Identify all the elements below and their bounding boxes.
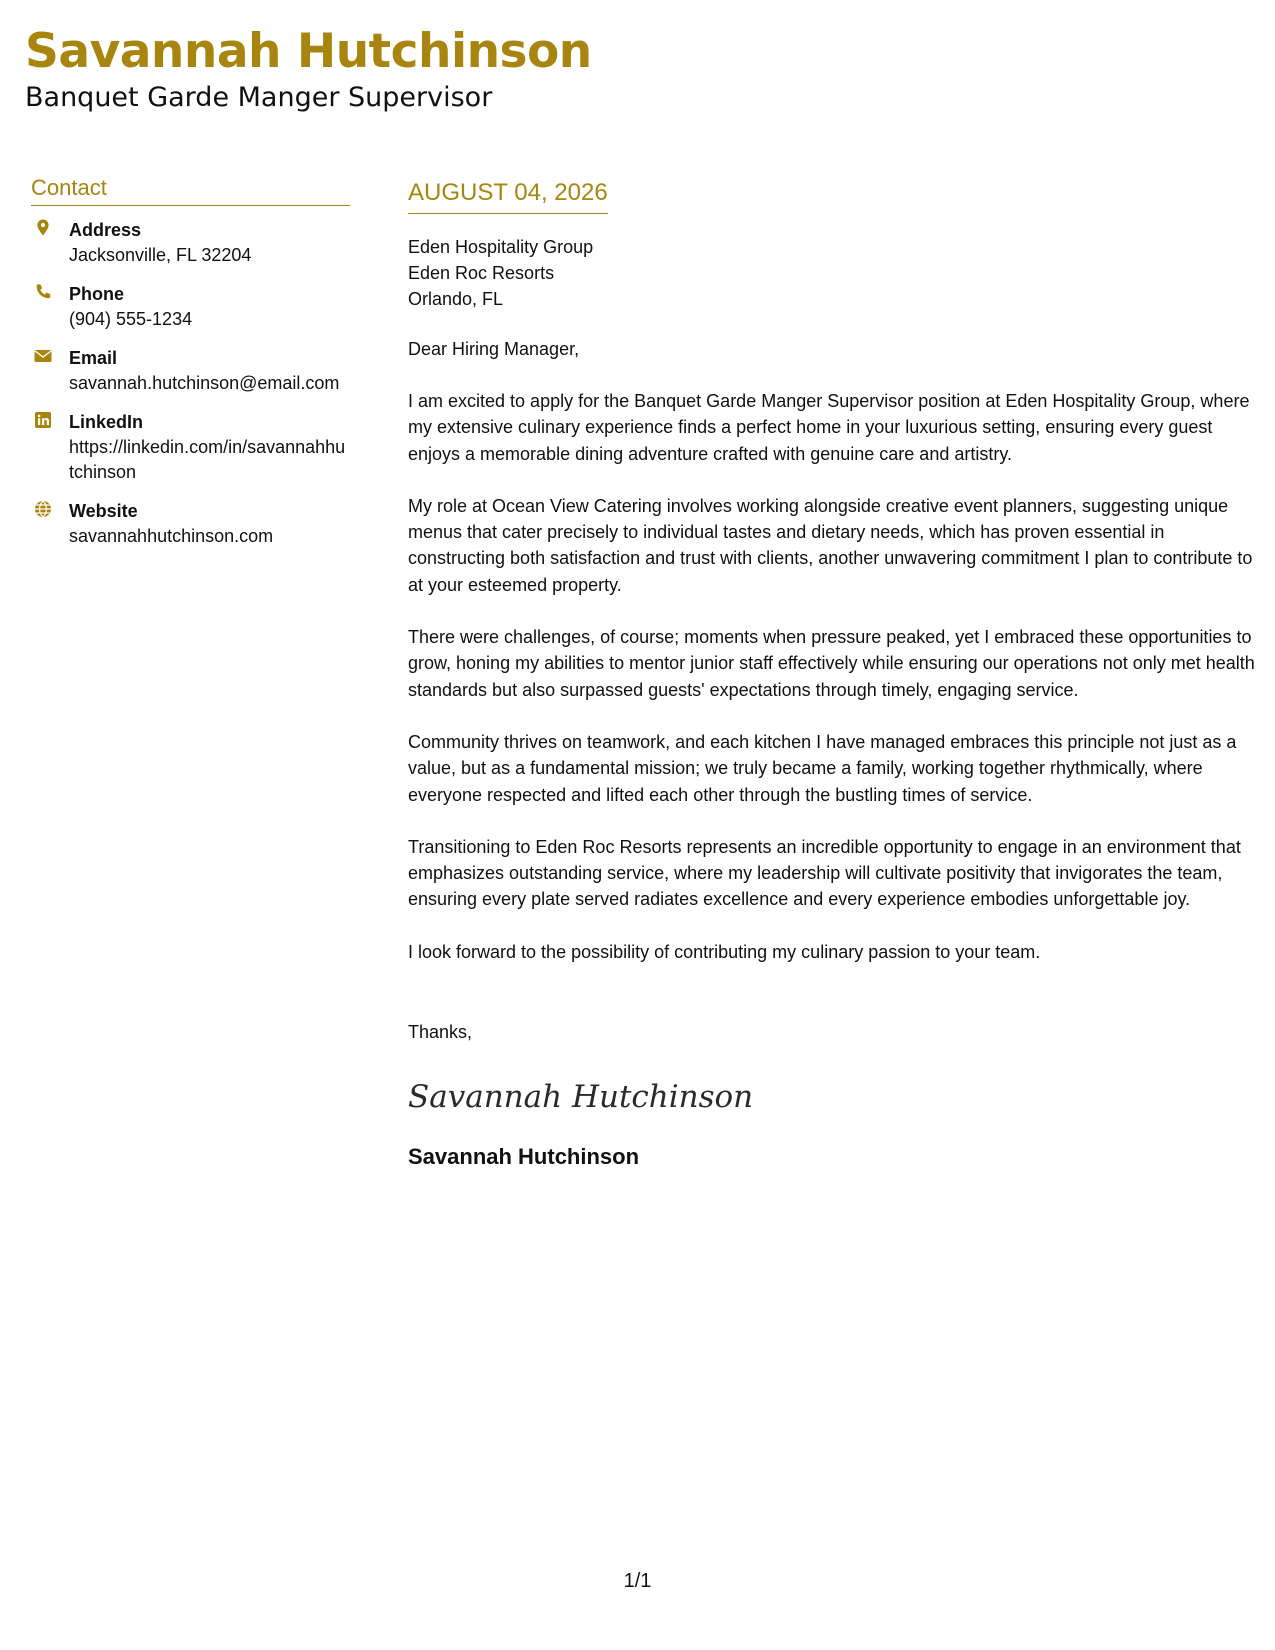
address-label: Address	[69, 220, 142, 240]
phone-icon	[33, 282, 57, 306]
paragraph-4: Community thrives on teamwork, and each kitchen I have managed embraces this principle not just as a value, but as a fundamental mission; we truly became a family, working together rhythmically, where everyone respected and lifted each other through the bustling times of service.	[408, 731, 1237, 805]
contact-item-email	[31, 346, 350, 396]
paragraph-3: There were challenges, of course; moments when pressure peaked, yet I embraced these opportunities to grow, honing my abilities to mentor junior staff effectively while ensuring our operations not only met health standards but also surpassed guests' expectations through timely, engaging service.	[408, 627, 1255, 700]
paragraph-1: I am excited to apply for the Banquet Garde Manger Supervisor position at Eden Hospitality Group, where my extensive culinary experience finds a perfect home in your luxurious setting, ensuring every guest enjoys a memorable dining adventure crafted with genuine care and artistry.	[408, 391, 1250, 464]
job-title: Banquet Garde Manger Supervisor	[25, 82, 493, 113]
handwritten-signature	[408, 1071, 754, 1121]
signed-name: Savannah Hutchinson	[408, 1144, 640, 1170]
website-label: Website	[69, 501, 138, 521]
website-value[interactable]: savannahhutchinson.com	[69, 526, 274, 546]
phone-value[interactable]: (904) 555-1234	[69, 309, 193, 329]
paragraph-5: Transitioning to Eden Roc Resorts represents an incredible opportunity to engage in an environment that emphasizes outstanding service, where my leadership will cultivate positivity that invigorates the team, ensuring every plate served radiates excellence and every experience embodies unforgettable joy.	[408, 836, 1241, 910]
globe-icon	[33, 499, 57, 523]
contact-item-phone	[31, 282, 350, 332]
closing: Thanks,	[408, 1022, 473, 1043]
paragraph-2: My role at Ocean View Catering involves working alongside creative event planners, suggesting unique menus that cater precisely to individual tastes and dietary needs, which has proven essential in constructing both satisfaction and trust with clients, another unwavering commitment I plan to contribute to at your esteemed property.	[408, 495, 1253, 595]
candidate-name: Savannah Hutchinson	[25, 24, 592, 79]
address-value: Jacksonville, FL 32204	[69, 245, 252, 265]
paragraph-6: I look forward to the possibility of contributing my culinary passion to your team.	[408, 941, 1041, 962]
contact-item-linkedin	[31, 410, 350, 485]
contact-sidebar	[31, 174, 350, 563]
location-pin-icon	[33, 218, 57, 242]
contact-item-address	[31, 218, 350, 268]
email-label: Email	[69, 348, 118, 368]
recipient-organization: Eden Roc Resorts	[408, 263, 555, 283]
letter-date: AUGUST 04, 2026	[408, 179, 608, 206]
linkedin-value[interactable]: https://linkedin.com/in/savannahhutchinson	[69, 437, 346, 482]
contact-item-website	[31, 499, 350, 549]
email-value[interactable]: savannah.hutchinson@email.com	[69, 373, 340, 393]
linkedin-icon	[33, 410, 57, 434]
salutation: Dear Hiring Manager,	[408, 339, 580, 359]
letter-body	[408, 178, 1258, 1171]
phone-label: Phone	[69, 284, 125, 304]
date-block	[408, 178, 608, 214]
contact-section-title: Contact	[31, 174, 350, 206]
page-number: 1/1	[623, 1570, 652, 1592]
recipient-location: Orlando, FL	[408, 289, 504, 309]
linkedin-label: LinkedIn	[69, 412, 144, 432]
recipient-company: Eden Hospitality Group	[408, 237, 594, 257]
header	[25, 22, 592, 114]
recipient-block	[408, 234, 1258, 312]
signature-script: Savannah Hutchinson	[408, 1079, 754, 1116]
email-icon	[33, 346, 57, 370]
